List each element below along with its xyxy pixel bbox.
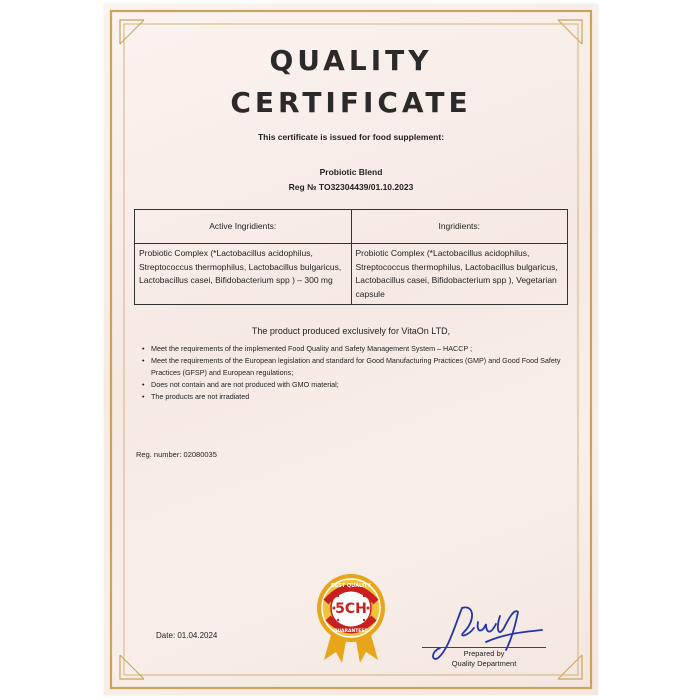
claims-list <box>142 343 582 403</box>
signature-line <box>422 647 546 648</box>
title-certificate: CERTIFICATE <box>230 86 472 119</box>
seal-bottom-text: GUARANTEED <box>333 629 369 634</box>
certificate-paper <box>104 4 598 695</box>
quality-seal-icon <box>316 572 386 664</box>
claim-item: • Does not contain and are not produced with GMO material; <box>142 380 339 389</box>
claim-item: • Meet the requirements of the implemented Food Quality and Safety Management System – HACCP ; <box>142 344 473 353</box>
registration-number: Reg. number: 02080035 <box>136 450 217 459</box>
header-ingredients: Ingridients: <box>351 210 568 244</box>
title-quality: QUALITY <box>269 44 433 77</box>
header-active-ingredients: Active Ingridients: <box>135 210 352 244</box>
seal-center-text: 5CH <box>335 601 367 617</box>
cell-active-ingredients: Probiotic Complex (*Lactobacillus acidophilus, Streptococcus thermophilus, Lactobacillus bulgaricus, Lactobacillus casei, Bifidobacterium spp ) – 300 mg <box>135 244 352 305</box>
bullet: • <box>142 392 145 401</box>
certificate-subtitle: This certificate is issued for food supplement: <box>257 132 445 142</box>
bullet: • <box>142 344 145 353</box>
bullet: • <box>142 356 145 365</box>
ingredients-table <box>134 209 568 305</box>
product-name: Probiotic Blend <box>319 167 383 177</box>
registration-line: Reg № TO32304439/01.10.2023 <box>288 182 414 192</box>
prepared-by-label: Prepared by <box>463 649 505 658</box>
seal-top-text: BEST QUALITY <box>330 583 372 589</box>
prepared-by-department: Quality Department <box>451 659 517 668</box>
produced-for-line: The product produced exclusively for VitaOn LTD, <box>251 326 451 336</box>
cell-ingredients: Probiotic Complex (*Lactobacillus acidophilus, Streptococcus thermophilus, Lactobacillus bulgaricus, Lactobacillus casei, Bifidobacterium spp ), Vegetarian capsule <box>351 244 568 305</box>
issue-date: Date: 01.04.2024 <box>156 631 218 640</box>
claim-item: • Meet the requirements of the European legislation and standard for Good Manufacturing Practices (GMP) and Good Food Safety Practices (GFSP) and European regulations; <box>142 356 561 377</box>
prepared-by <box>422 649 546 669</box>
bullet: • <box>142 380 145 389</box>
claim-item: • The products are not irradiated <box>142 392 250 401</box>
